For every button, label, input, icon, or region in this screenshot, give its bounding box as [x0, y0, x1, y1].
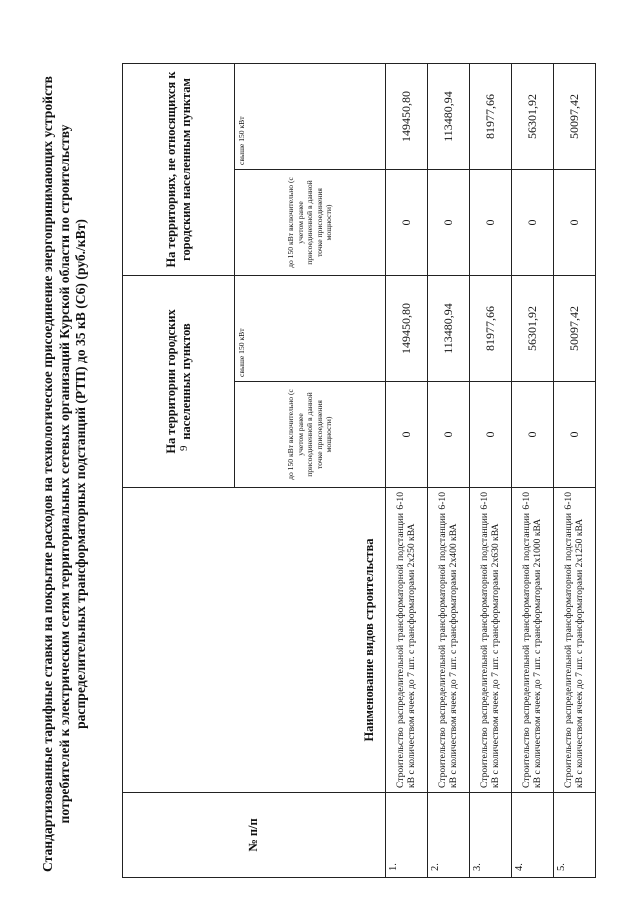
header-urban-over150: свыше 150 кВт [235, 275, 385, 381]
row-number: 3. [469, 793, 511, 878]
rotated-document-page [40, 63, 596, 885]
row-name: Строительство распределительной трансформаторной подстанции 6-10 кВ с количеством ячеек до 7 шт. с трансформаторами 2х250 кВА [385, 488, 427, 793]
row-name: Строительство распределительной трансформаторной подстанции 6-10 кВ с количеством ячеек до 7 шт. с трансформаторами 2х400 кВА [427, 488, 469, 793]
value-urban-over150: 50097,42 [553, 275, 595, 381]
value-rural-upto150: 0 [427, 169, 469, 275]
header-name: Наименование видов строительства [123, 488, 386, 793]
value-urban-over150: 81977,66 [469, 275, 511, 381]
table-row [511, 63, 553, 877]
table-row [469, 63, 511, 877]
row-number: 5. [553, 793, 595, 878]
row-name: Строительство распределительной трансформаторной подстанции 6-10 кВ с количеством ячеек до 7 шт. с трансформаторами 2х1250 кВА [553, 488, 595, 793]
row-number: 2. [427, 793, 469, 878]
table-row [553, 63, 595, 877]
header-urban-upto150: до 150 кВт включительно (с учетом ранее присоединенной в данной точке присоединения мощности) [235, 382, 385, 488]
value-rural-upto150: 0 [511, 169, 553, 275]
value-urban-over150: 56301,92 [511, 275, 553, 381]
table-row [427, 63, 469, 877]
value-urban-over150: 149450,80 [385, 275, 427, 381]
value-urban-upto150: 0 [385, 382, 427, 488]
value-rural-over150: 113480,94 [427, 63, 469, 169]
value-rural-upto150: 0 [553, 169, 595, 275]
row-number: 1. [385, 793, 427, 878]
header-rural-upto150: до 150 кВт включительно (с учетом ранее присоединенной в данной точке присоединения мощности) [235, 169, 385, 275]
value-urban-upto150: 0 [511, 382, 553, 488]
header-rural-over150: свыше 150 кВт [235, 63, 385, 169]
header-urban-group: На территории городских населенных пунктов [123, 275, 235, 487]
row-name: Строительство распределительной трансформаторной подстанции 6-10 кВ с количеством ячеек до 7 шт. с трансформаторами 2х630 кВА [469, 488, 511, 793]
value-urban-upto150: 0 [427, 382, 469, 488]
value-urban-upto150: 0 [553, 382, 595, 488]
value-rural-over150: 56301,92 [511, 63, 553, 169]
value-rural-over150: 81977,66 [469, 63, 511, 169]
page-number: 9 [178, 445, 190, 451]
value-rural-over150: 50097,42 [553, 63, 595, 169]
header-number: № п/п [123, 793, 386, 878]
row-name: Строительство распределительной трансформаторной подстанции 6-10 кВ с количеством ячеек до 7 шт. с трансформаторами 2х1000 кВА [511, 488, 553, 793]
header-rural-group: На территориях, не относящихся к городским населенным пунктам [123, 63, 235, 275]
tariff-table [122, 63, 596, 878]
document-title: Стандартизованные тарифные ставки на покрытие расходов на технологическое присоединение энергопринимающих устройств потребителей к электрическим сетям территориальных сетевых организаций Курской области по строительству распределительных трансформаторных подстанций (РТП) до 35 кВ (С6) (руб./кВт) [40, 76, 88, 873]
value-rural-upto150: 0 [385, 169, 427, 275]
table-row [385, 63, 427, 877]
value-rural-upto150: 0 [469, 169, 511, 275]
value-urban-over150: 113480,94 [427, 275, 469, 381]
value-urban-upto150: 0 [469, 382, 511, 488]
value-rural-over150: 149450,80 [385, 63, 427, 169]
row-number: 4. [511, 793, 553, 878]
